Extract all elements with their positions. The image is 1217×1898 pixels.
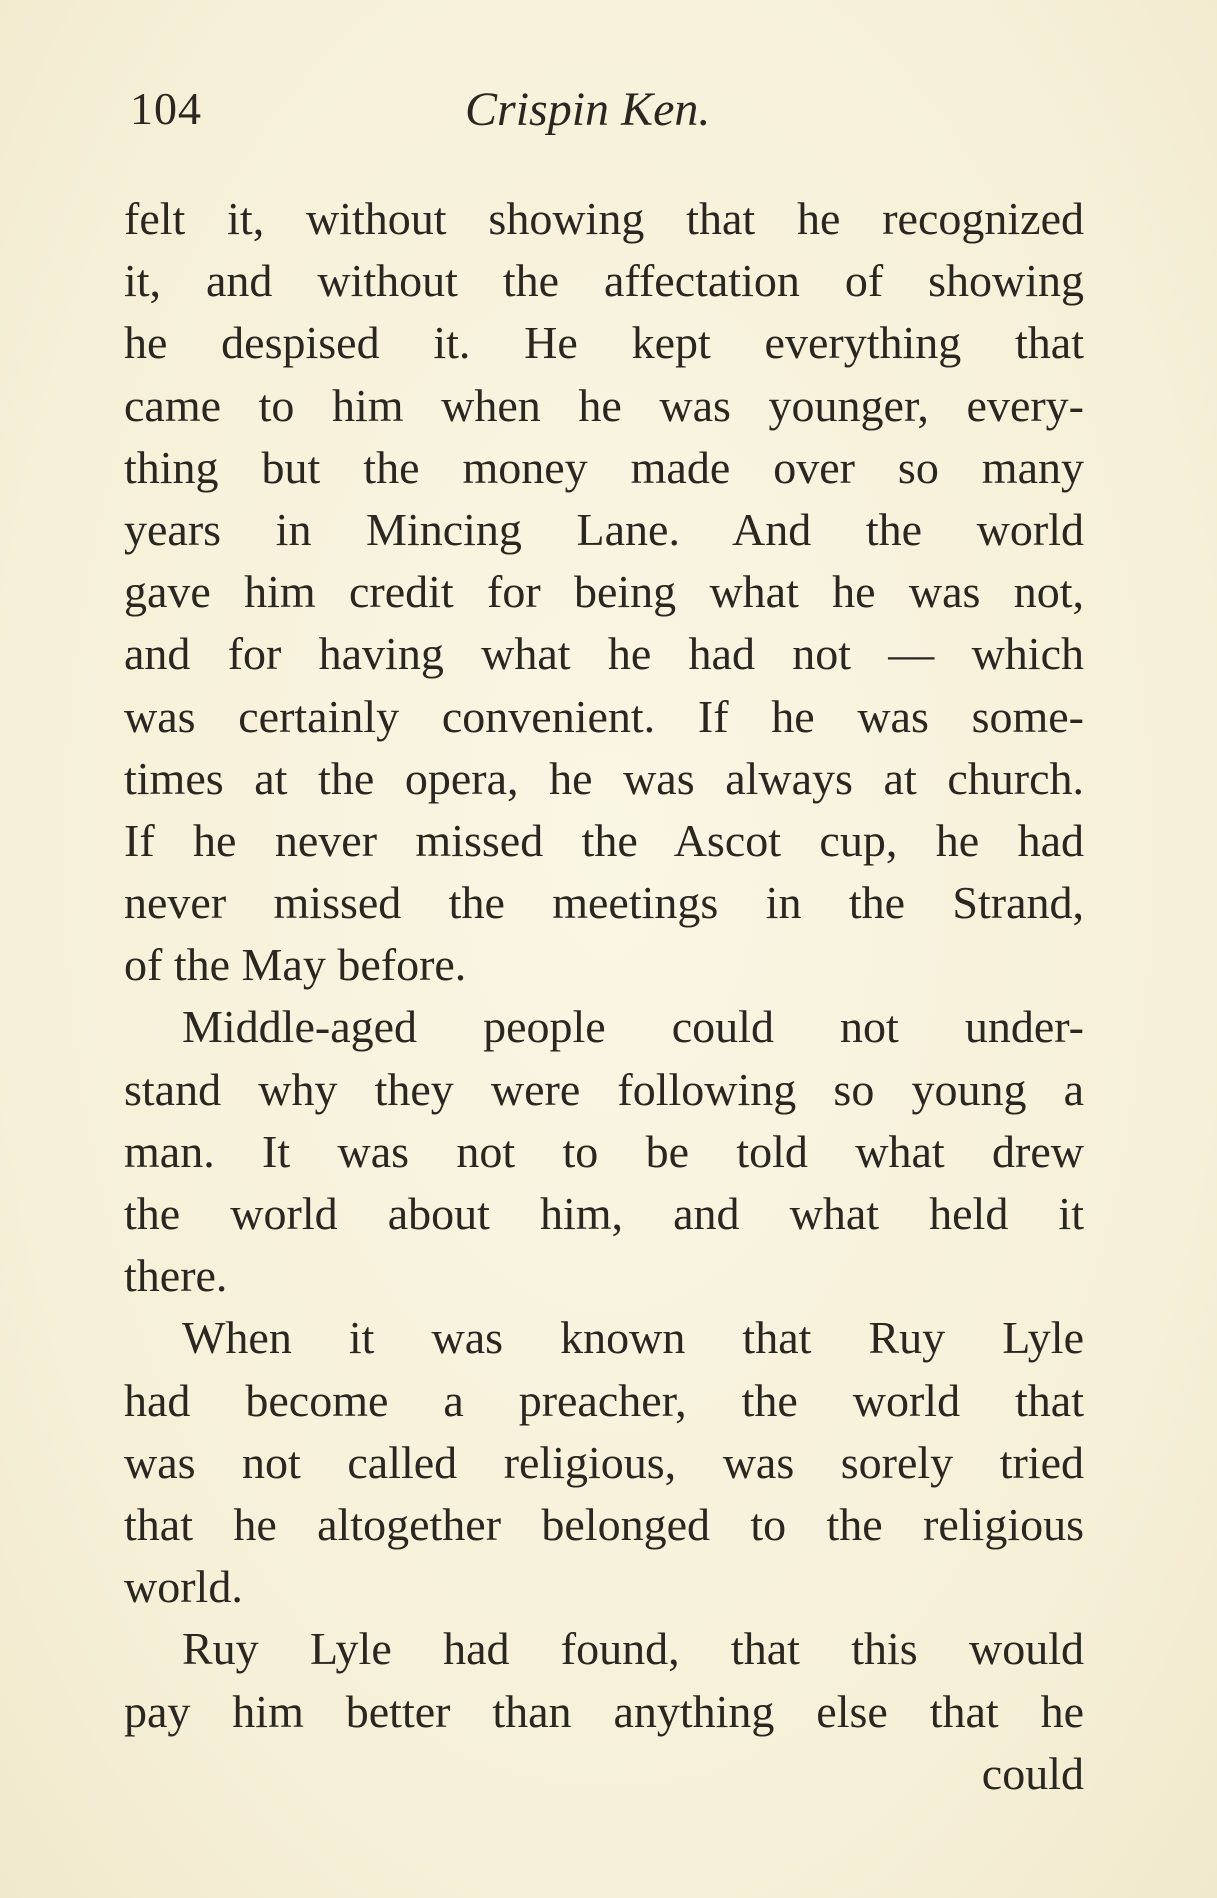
paragraph-start-line: Ruy Lyle had found, that this would <box>182 1623 1084 1675</box>
text-line: felt it, without showing that he recognized <box>124 193 1084 244</box>
paragraph-end-line: of the May before. <box>124 939 467 991</box>
paragraph-end-line: there. <box>124 1250 228 1302</box>
text-line: years in Mincing Lane. And the world <box>124 503 1084 555</box>
text-line: times at the opera, he was always at church. <box>124 752 1084 804</box>
text-line: and for having what he had not — which <box>124 628 1084 680</box>
catchword: could <box>981 1747 1084 1799</box>
text-line: man. It was not to be told what drew <box>124 1125 1084 1177</box>
text-line: pay him better than anything else that he <box>124 1685 1084 1737</box>
text-line: it, and without the affectation of showing <box>124 255 1084 307</box>
text-line: stand why they were following so young a <box>124 1063 1084 1115</box>
page-header <box>130 82 1090 142</box>
text-line: was not called religious, was sorely tried <box>124 1436 1084 1488</box>
text-line: If he never missed the Ascot cup, he had <box>124 814 1084 866</box>
text-line: he despised it. He kept everything that <box>124 317 1084 369</box>
text-line: the world about him, and what held it <box>124 1188 1084 1239</box>
paragraph-end-line: world. <box>124 1561 243 1613</box>
paragraph-start-line: When it was known that Ruy Lyle <box>182 1312 1084 1364</box>
text-line: never missed the meetings in the Strand, <box>124 877 1084 929</box>
body-text <box>124 188 1084 1805</box>
text-line: that he altogether belonged to the religious <box>124 1498 1084 1550</box>
running-title: Crispin Ken. <box>465 83 711 136</box>
paragraph-start-line: Middle-aged people could not under- <box>182 1001 1084 1053</box>
text-line: thing but the money made over so many <box>124 441 1084 493</box>
page-number: 104 <box>130 83 202 134</box>
text-line: had become a preacher, the world that <box>124 1374 1084 1426</box>
text-line: gave him credit for being what he was not, <box>124 566 1084 618</box>
text-line: was certainly convenient. If he was some- <box>124 690 1084 742</box>
text-line: came to him when he was younger, every- <box>124 379 1084 431</box>
